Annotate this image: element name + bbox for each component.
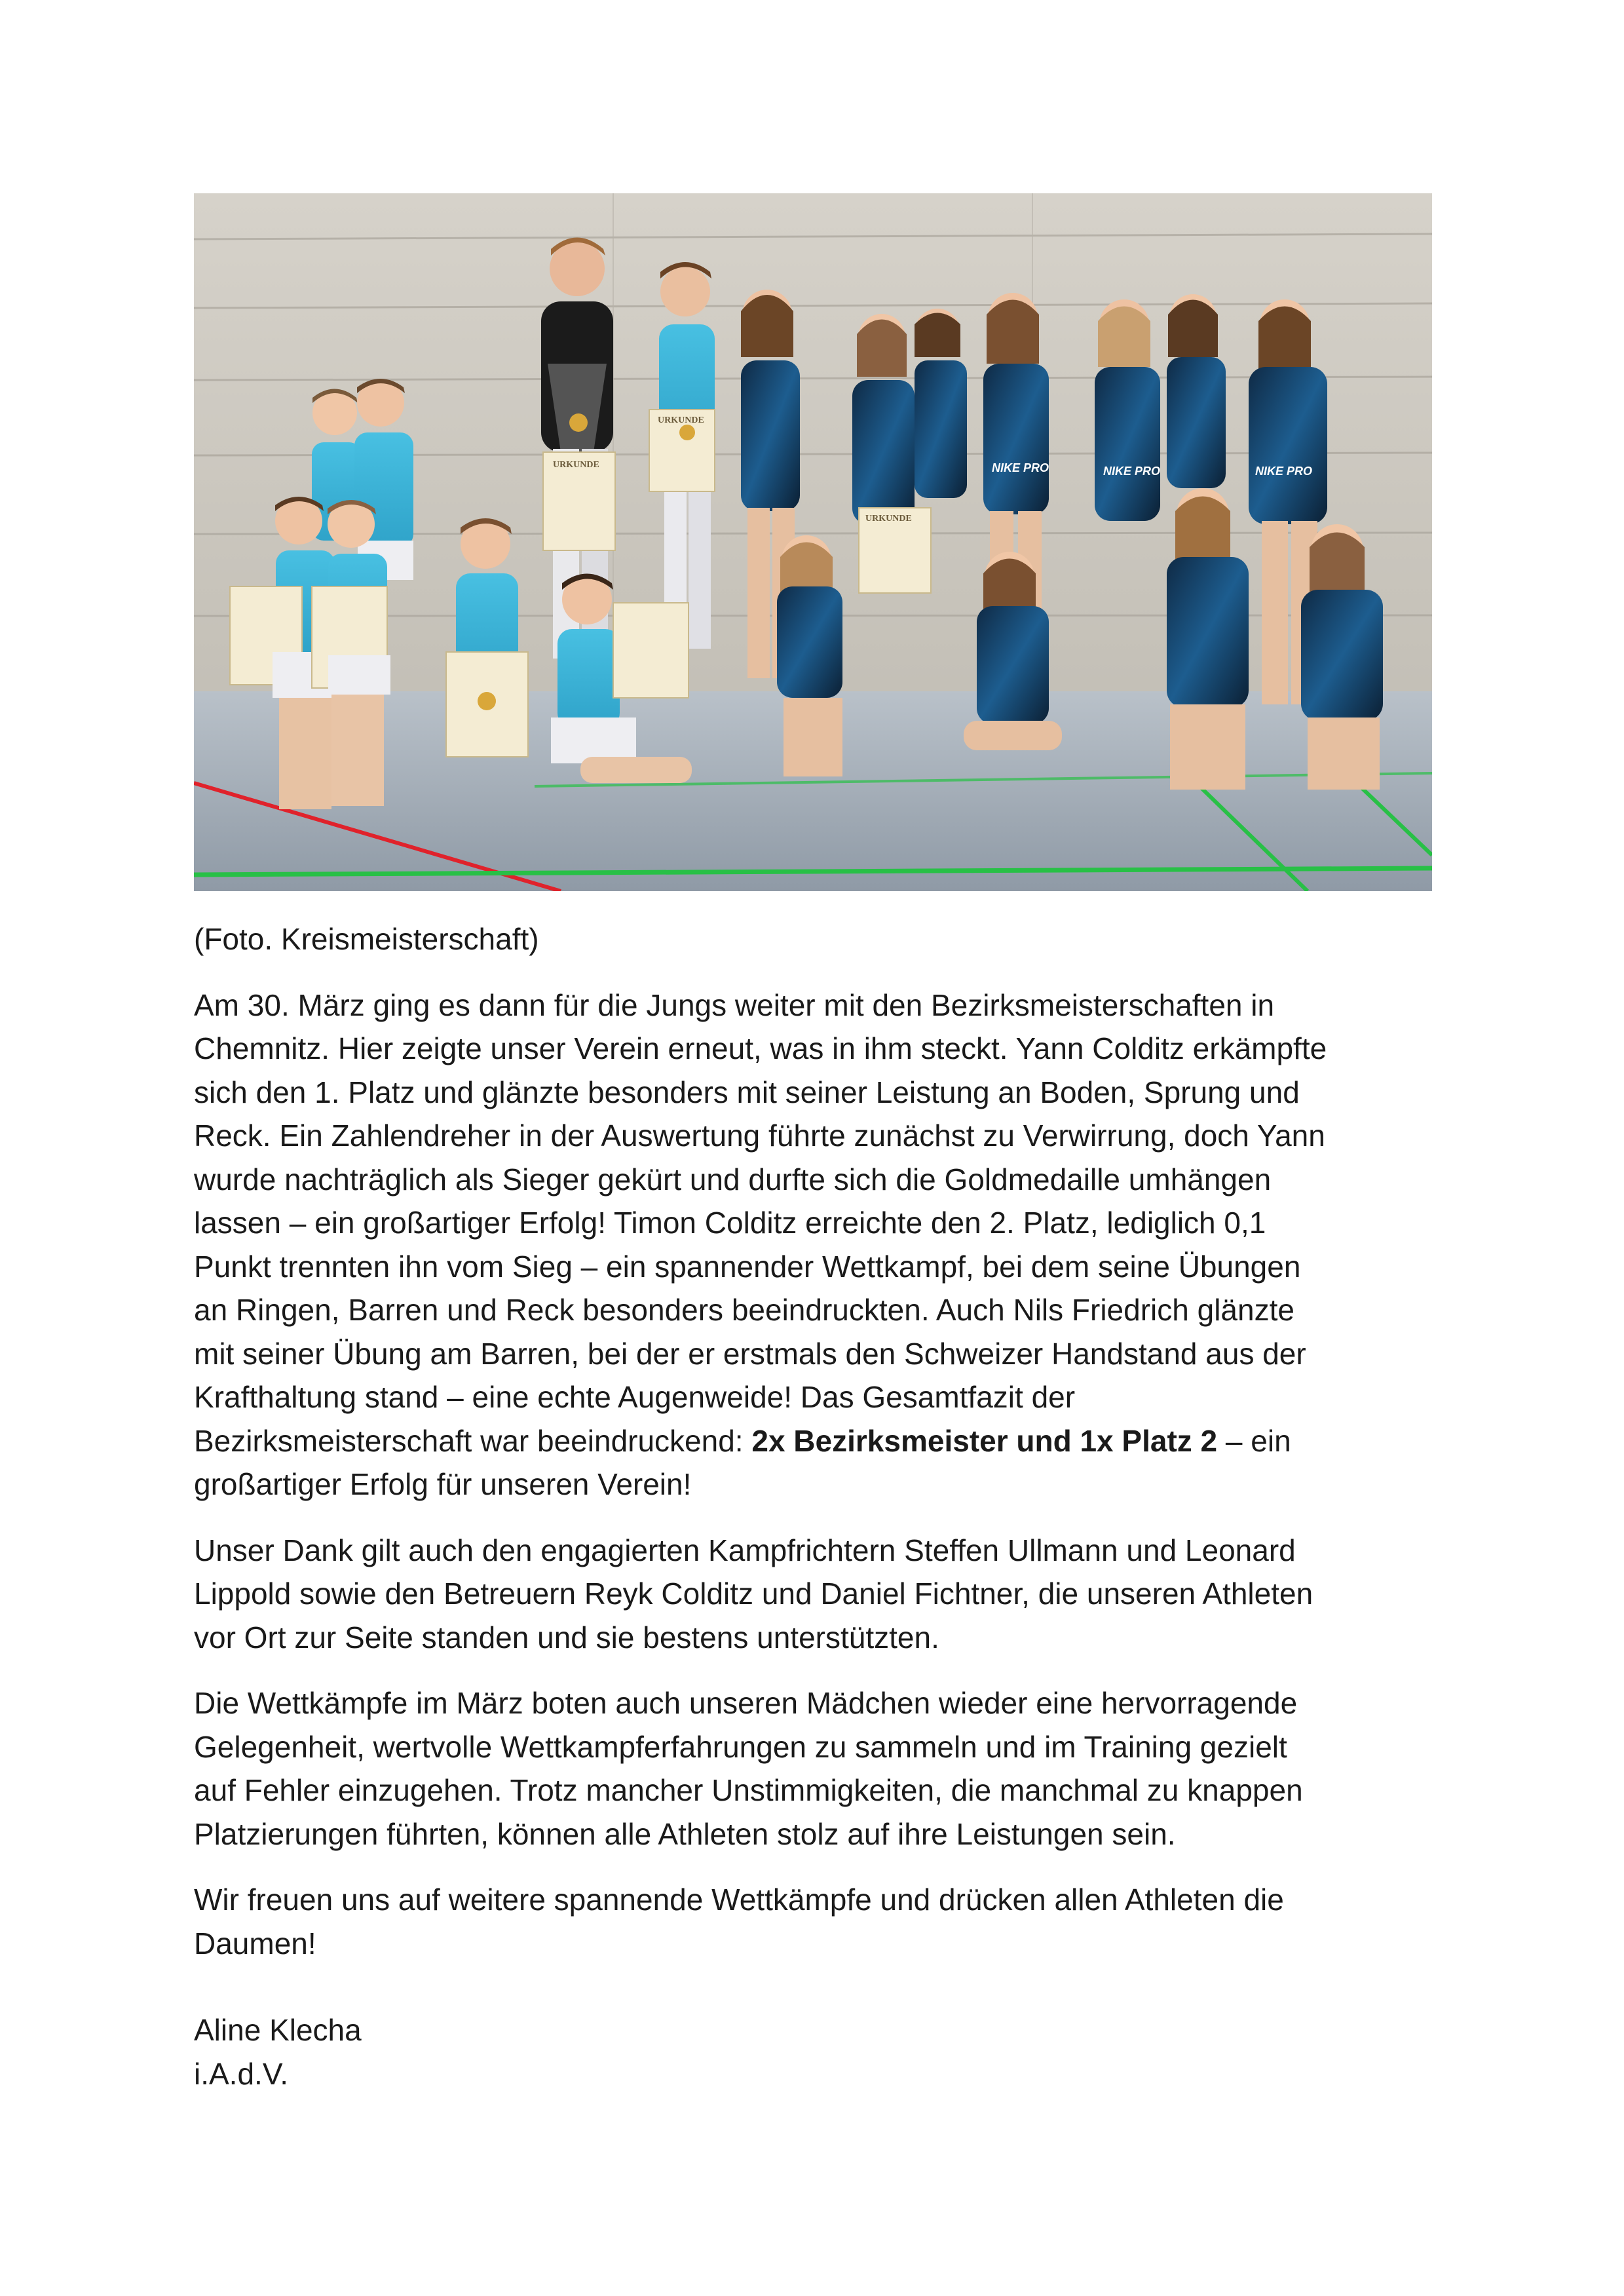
text-line: Die Wettkämpfe im März boten auch unseren Mädchen wieder eine hervorragende	[194, 1686, 1298, 1720]
text-line: lassen – ein großartiger Erfolg! Timon Colditz erreichte den 2. Platz, lediglich 0,1	[194, 1206, 1266, 1240]
text-line: mit seiner Übung am Barren, bei der er erstmals den Schweizer Handstand aus der	[194, 1336, 1306, 1371]
signature-block	[194, 2008, 1439, 2095]
text-line: Krafthaltung stand – eine echte Augenweide! Das Gesamtfazit der	[194, 1380, 1076, 1414]
text-line: großartiger Erfolg für unseren Verein!	[194, 1467, 692, 1501]
text-line: Wir freuen uns auf weitere spannende Wettkämpfe und drücken allen Athleten die	[194, 1883, 1284, 1917]
article-body	[194, 917, 1439, 2095]
paragraph-thanks	[194, 1529, 1439, 1660]
text-line: auf Fehler einzugehen. Trotz mancher Unstimmigkeiten, die manchmal zu knappen	[194, 1773, 1303, 1807]
paragraph-outlook	[194, 1878, 1439, 1965]
author-title: i.A.d.V.	[194, 2056, 289, 2091]
certificate-text: URKUNDE	[658, 415, 704, 425]
photo-caption: (Foto. Kreismeisterschaft)	[194, 922, 539, 956]
certificate-text: URKUNDE	[865, 514, 912, 524]
text-line: Lippold sowie den Betreuern Reyk Colditz und Daniel Fichtner, die unseren Athleten	[194, 1577, 1313, 1611]
certificate-text: URKUNDE	[553, 460, 599, 470]
text-line: Unser Dank gilt auch den engagierten Kampfrichtern Steffen Ullmann und Leonard	[194, 1533, 1296, 1567]
jersey-text: NIKE PRO	[992, 461, 1049, 474]
text-line: an Ringen, Barren und Reck besonders beeindruckten. Auch Nils Friedrich glänzte	[194, 1293, 1294, 1327]
team-photo	[194, 193, 1432, 891]
text-line: Gelegenheit, wertvolle Wettkampferfahrungen zu sammeln und im Training gezielt	[194, 1729, 1287, 1764]
text-fragment: – ein	[1217, 1423, 1291, 1458]
text-line-with-highlight	[194, 1419, 1439, 1463]
author-name: Aline Klecha	[194, 2013, 362, 2047]
text-fragment: Bezirksmeisterschaft war beeindruckend:	[194, 1423, 752, 1458]
paragraph-bezirksmeisterschaft	[194, 984, 1439, 1506]
jersey-text: NIKE PRO	[1103, 465, 1161, 478]
text-line: Reck. Ein Zahlendreher in der Auswertung führte zunächst zu Verwirrung, doch Yann	[194, 1119, 1325, 1153]
text-line: vor Ort zur Seite standen und sie bestens unterstützten.	[194, 1620, 939, 1655]
text-line: Platzierungen führten, können alle Athleten stolz auf ihre Leistungen sein.	[194, 1816, 1176, 1851]
result-highlight: 2x Bezirksmeister und 1x Platz 2	[751, 1423, 1218, 1458]
jersey-text: NIKE PRO	[1255, 465, 1313, 478]
text-line: Am 30. März ging es dann für die Jungs weiter mit den Bezirksmeisterschaften in	[194, 987, 1275, 1022]
text-line: wurde nachträglich als Sieger gekürt und durfte sich die Goldmedaille umhängen	[194, 1162, 1272, 1196]
text-line: Punkt trennten ihn vom Sieg – ein spannender Wettkampf, bei dem seine Übungen	[194, 1249, 1301, 1284]
team-photo-illustration	[194, 193, 1432, 891]
text-line: Chemnitz. Hier zeigte unser Verein erneut, was in ihm steckt. Yann Colditz erkämpfte	[194, 1031, 1327, 1065]
paragraph-girls	[194, 1681, 1439, 1856]
text-line: sich den 1. Platz und glänzte besonders mit seiner Leistung an Boden, Sprung und	[194, 1075, 1300, 1109]
text-line: Daumen!	[194, 1926, 316, 1961]
